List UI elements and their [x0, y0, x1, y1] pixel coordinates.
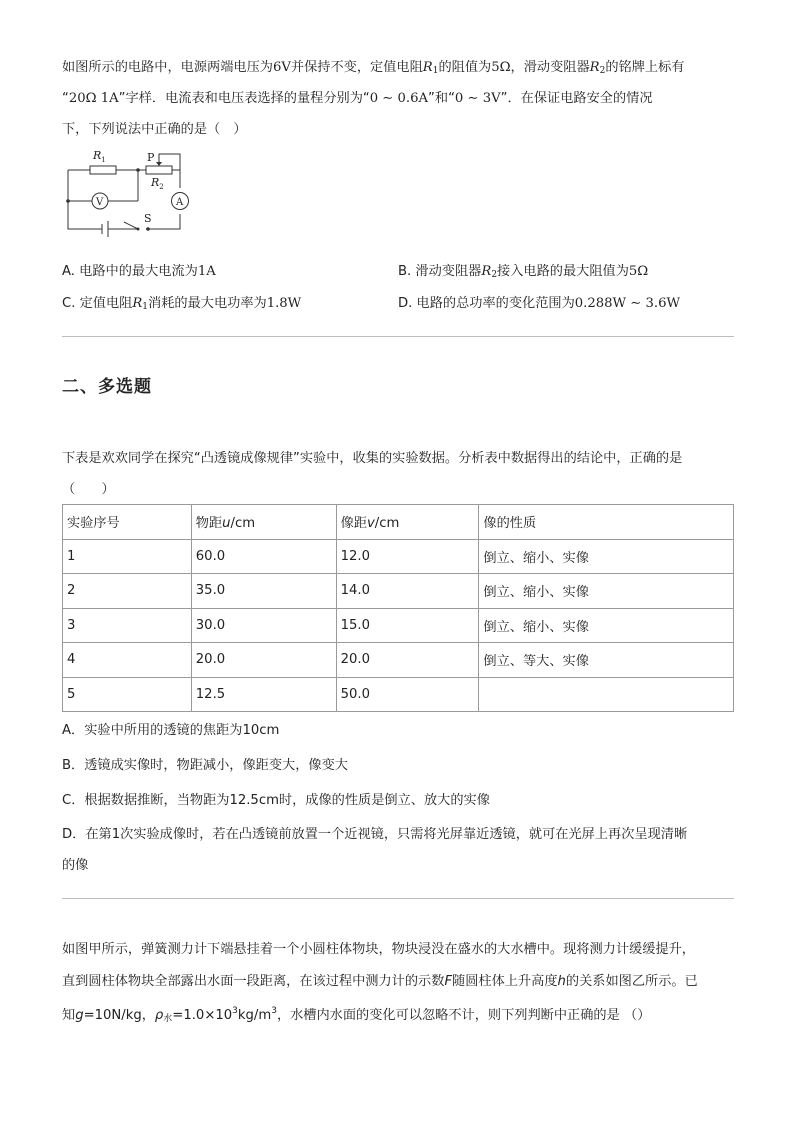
table-cell: 5 — [63, 677, 192, 712]
table-cell: 4 — [63, 643, 192, 678]
divider-1 — [62, 336, 734, 337]
table-cell: 倒立、缩小、实像 — [479, 539, 734, 574]
voltmeter-label: V — [96, 197, 104, 208]
table-cell: 3 — [63, 608, 192, 643]
q2-option-a: A．实验中所用的透镜的焦距为10cm — [62, 723, 280, 738]
q2-option-b: B．透镜成实像时，物距减小，像距变大，像变大 — [62, 758, 348, 773]
table-cell: 20.0 — [336, 643, 479, 678]
table-row — [63, 574, 734, 609]
q1-option-d: D. 电路的总功率的变化范围为0.288W ∼ 3.6W — [398, 296, 681, 311]
q2-option-d-line-1: D．在第1次实验成像时，若在凸透镜前放置一个近视镜，只需将光屏靠近透镜，就可在光屏上再次呈现清晰 — [62, 827, 688, 842]
q1-option-a: A. 电路中的最大电流为1A — [62, 264, 216, 279]
table-cell: 倒立、缩小、实像 — [479, 574, 734, 609]
q1-stem-line-3: 下，下列说法中正确的是（ ） — [62, 122, 247, 137]
q2-option-c: C．根据数据推断，当物距为12.5cm时，成像的性质是倒立、放大的实像 — [62, 793, 490, 808]
circuit-wires — [68, 154, 180, 229]
q2-stem-line-2: （ ） — [62, 482, 115, 497]
table-cell: 20.0 — [191, 643, 336, 678]
header-cell: 像的性质 — [479, 505, 734, 540]
q1-stem-line-2: “20Ω 1A”字样．电流表和电压表选择的量程分别为“0 ∼ 0.6A”和“0 ∼ 3V”．在保证电路安全的情况 — [62, 91, 653, 106]
resistor-r2 — [146, 166, 172, 174]
junction-dot-top — [136, 168, 140, 172]
q3-stem-line-2: 直到圆柱体物块全部露出水面一段距离，在该过程中测力计的示数F随圆柱体上升高度h的关系如图乙所示。已 — [62, 974, 698, 989]
q1-stem-line-1: 如图所示的电路中，电源两端电压为6V并保持不变，定值电阻$R_1$的阻值为5Ω，滑动变阻器$R_2$的铭牌上标有 — [62, 60, 685, 76]
table-row — [63, 677, 734, 712]
r1-label: $R_1$ — [93, 149, 106, 164]
q3-stem-line-1: 如图甲所示，弹簧测力计下端悬挂着一个小圆柱体物块，物块浸没在盛水的大水槽中。现将测力计缓缓提升， — [62, 942, 695, 957]
table-cell: 30.0 — [191, 608, 336, 643]
ammeter-label: A — [176, 197, 184, 208]
q3-stem-line-3: 知g=10N/kg，$\rho_水=1.0\times 10^3kg/m^3$，水槽内水面的变化可以忽略不计，则下列判断中正确的是 （） — [62, 1006, 651, 1024]
q1-option-b: B. 滑动变阻器$R_2$接入电路的最大阻值为5Ω — [398, 264, 649, 280]
switch-label: S — [144, 212, 152, 225]
q1-option-c: C. 定值电阻$R_1$消耗的最大电功率为1.8W — [62, 296, 302, 312]
table-cell: 倒立、缩小、实像 — [479, 608, 734, 643]
table-cell: 倒立、等大、实像 — [479, 643, 734, 678]
table-cell: 1 — [63, 539, 192, 574]
table-cell: 50.0 — [336, 677, 479, 712]
table-cell: 12.0 — [336, 539, 479, 574]
header-cell: 物距u/cm — [191, 505, 336, 540]
slider-arrowhead — [156, 162, 162, 166]
q2-stem-line-1: 下表是欢欢同学在探究“凸透镜成像规律”实验中，收集的实验数据。分析表中数据得出的结论中，正确的是 — [62, 451, 683, 466]
lens-data-table — [62, 504, 734, 712]
table-cell: 14.0 — [336, 574, 479, 609]
table-header-row — [63, 505, 734, 540]
battery-symbol — [102, 221, 108, 237]
table-row — [63, 608, 734, 643]
junction-dot-left — [66, 199, 70, 203]
table-cell: 2 — [63, 574, 192, 609]
r2-label: $R_2$ — [151, 176, 164, 191]
table-cell: 12.5 — [191, 677, 336, 712]
header-cell: 实验序号 — [63, 505, 192, 540]
p-label: P — [147, 151, 155, 164]
switch-contact-dot — [146, 227, 150, 231]
table-cell — [479, 677, 734, 712]
table-cell: 60.0 — [191, 539, 336, 574]
table-row — [63, 643, 734, 678]
resistor-r1 — [90, 166, 116, 174]
circuit-diagram — [62, 144, 202, 244]
header-cell: 像距v/cm — [336, 505, 479, 540]
switch-pivot-dot — [137, 228, 140, 231]
divider-2 — [62, 898, 734, 899]
q2-option-d-line-2: 的像 — [62, 858, 89, 873]
table-cell: 35.0 — [191, 574, 336, 609]
table-row — [63, 539, 734, 574]
table-cell: 15.0 — [336, 608, 479, 643]
section-title: 二、多选题 — [62, 377, 152, 397]
